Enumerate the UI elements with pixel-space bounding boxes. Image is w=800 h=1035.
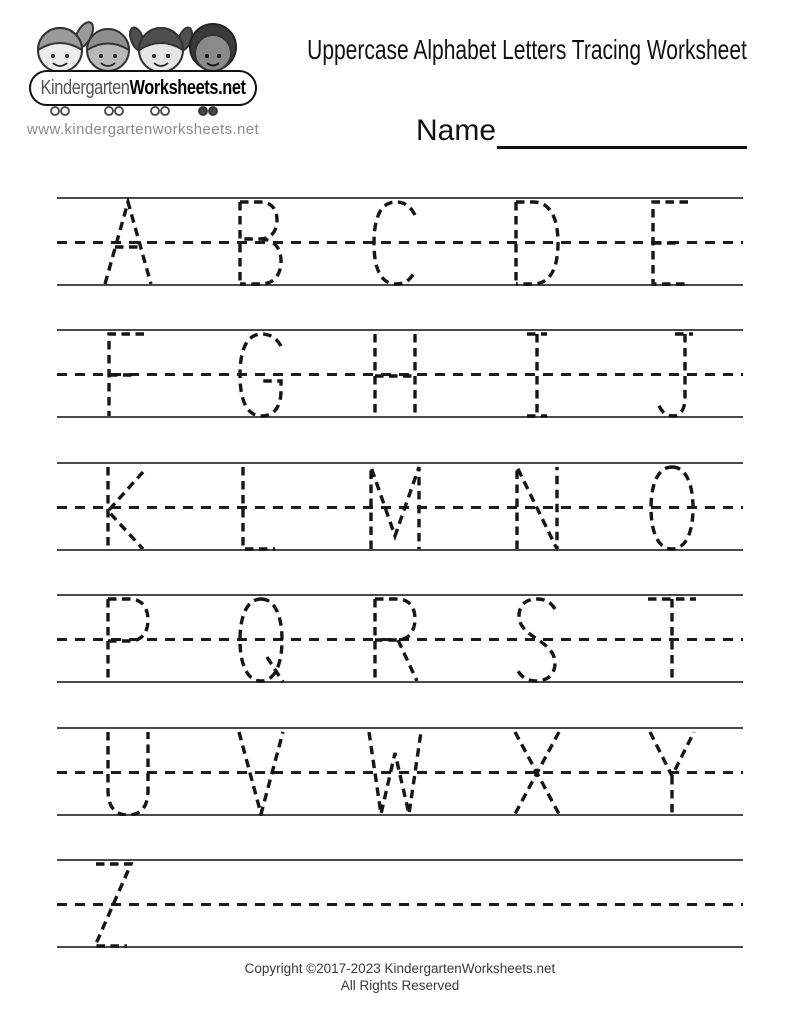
trace-letter-q: [229, 594, 293, 683]
trace-letter-e: [640, 197, 704, 286]
trace-letter-r: [363, 594, 427, 683]
trace-letter-j: [640, 329, 704, 418]
name-label: Name: [416, 114, 497, 147]
trace-letter-m: [363, 462, 427, 551]
trace-letter-o: [640, 462, 704, 551]
trace-letter-v: [229, 727, 293, 816]
trace-letter-u: [96, 727, 160, 816]
trace-letter-n: [505, 462, 569, 551]
trace-letter-d: [505, 197, 569, 286]
trace-letter-t: [640, 594, 704, 683]
trace-row-6: [57, 859, 743, 948]
trace-letter-f: [96, 329, 160, 418]
trace-letter-b: [229, 197, 293, 286]
trace-letter-z: [82, 859, 146, 948]
logo-brand-second: Worksheets.net: [129, 76, 246, 99]
website-url: www.kindergartenworksheets.net: [27, 121, 260, 138]
trace-letter-s: [505, 594, 569, 683]
trace-letter-k: [96, 462, 160, 551]
trace-row-3: [57, 462, 743, 551]
page-title: Uppercase Alphabet Letters Tracing Worksheet: [307, 34, 747, 65]
writing-guide-dashed: [57, 903, 743, 906]
trace-letter-y: [640, 727, 704, 816]
trace-letter-l: [229, 462, 293, 551]
footer: [0, 961, 800, 993]
trace-row-4: [57, 594, 743, 683]
trace-letter-i: [505, 329, 569, 418]
copyright-text: Copyright ©2017-2023 KindergartenWorksheets.net: [244, 961, 556, 976]
logo-brand-first: Kindergarten: [40, 76, 130, 99]
writing-line-bottom: [57, 946, 743, 948]
trace-letter-x: [505, 727, 569, 816]
writing-line-top: [57, 859, 743, 861]
trace-row-2: [57, 329, 743, 418]
rights-text: All Rights Reserved: [340, 978, 460, 993]
trace-row-1: [57, 197, 743, 286]
trace-letter-h: [363, 329, 427, 418]
trace-letter-w: [363, 727, 427, 816]
trace-letter-g: [229, 329, 293, 418]
trace-row-5: [57, 727, 743, 816]
trace-letter-p: [96, 594, 160, 683]
trace-letter-a: [96, 197, 160, 286]
trace-letter-c: [363, 197, 427, 286]
